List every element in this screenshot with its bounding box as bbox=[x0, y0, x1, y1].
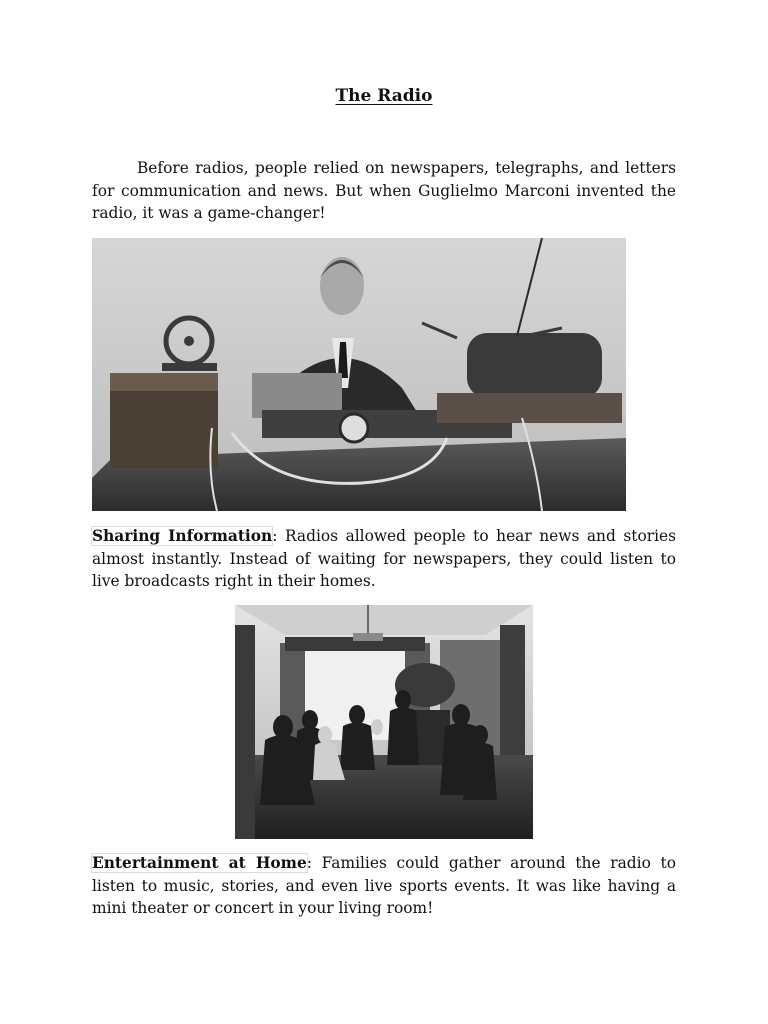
marconi-radio-photo bbox=[92, 238, 626, 511]
section-sharing-information bbox=[92, 525, 676, 593]
intro-paragraph: Before radios, people relied on newspapers, telegraphs, and letters for communication and news. But when Guglielmo Marconi invented the radio, it was a game-changer! bbox=[92, 159, 676, 222]
term-entertainment-at-home: Entertainment at Home bbox=[92, 854, 307, 872]
text-sharing-information: : Radios allowed people to hear news and stories almost instantly. Instead of waiting for newspapers, they could listen to live broadcasts right in their homes. bbox=[92, 527, 676, 590]
family-listening-photo bbox=[235, 605, 533, 839]
text-entertainment-at-home: : Families could gather around the radio to listen to music, stories, and even live sports events. It was like having a mini theater or concert in your living room! bbox=[92, 854, 677, 917]
family-listening-image bbox=[235, 605, 533, 839]
term-sharing-information: Sharing Information bbox=[92, 527, 273, 545]
document-title: The Radio bbox=[335, 86, 433, 106]
section-entertainment-at-home bbox=[92, 852, 676, 920]
marconi-radio-image bbox=[92, 238, 626, 511]
